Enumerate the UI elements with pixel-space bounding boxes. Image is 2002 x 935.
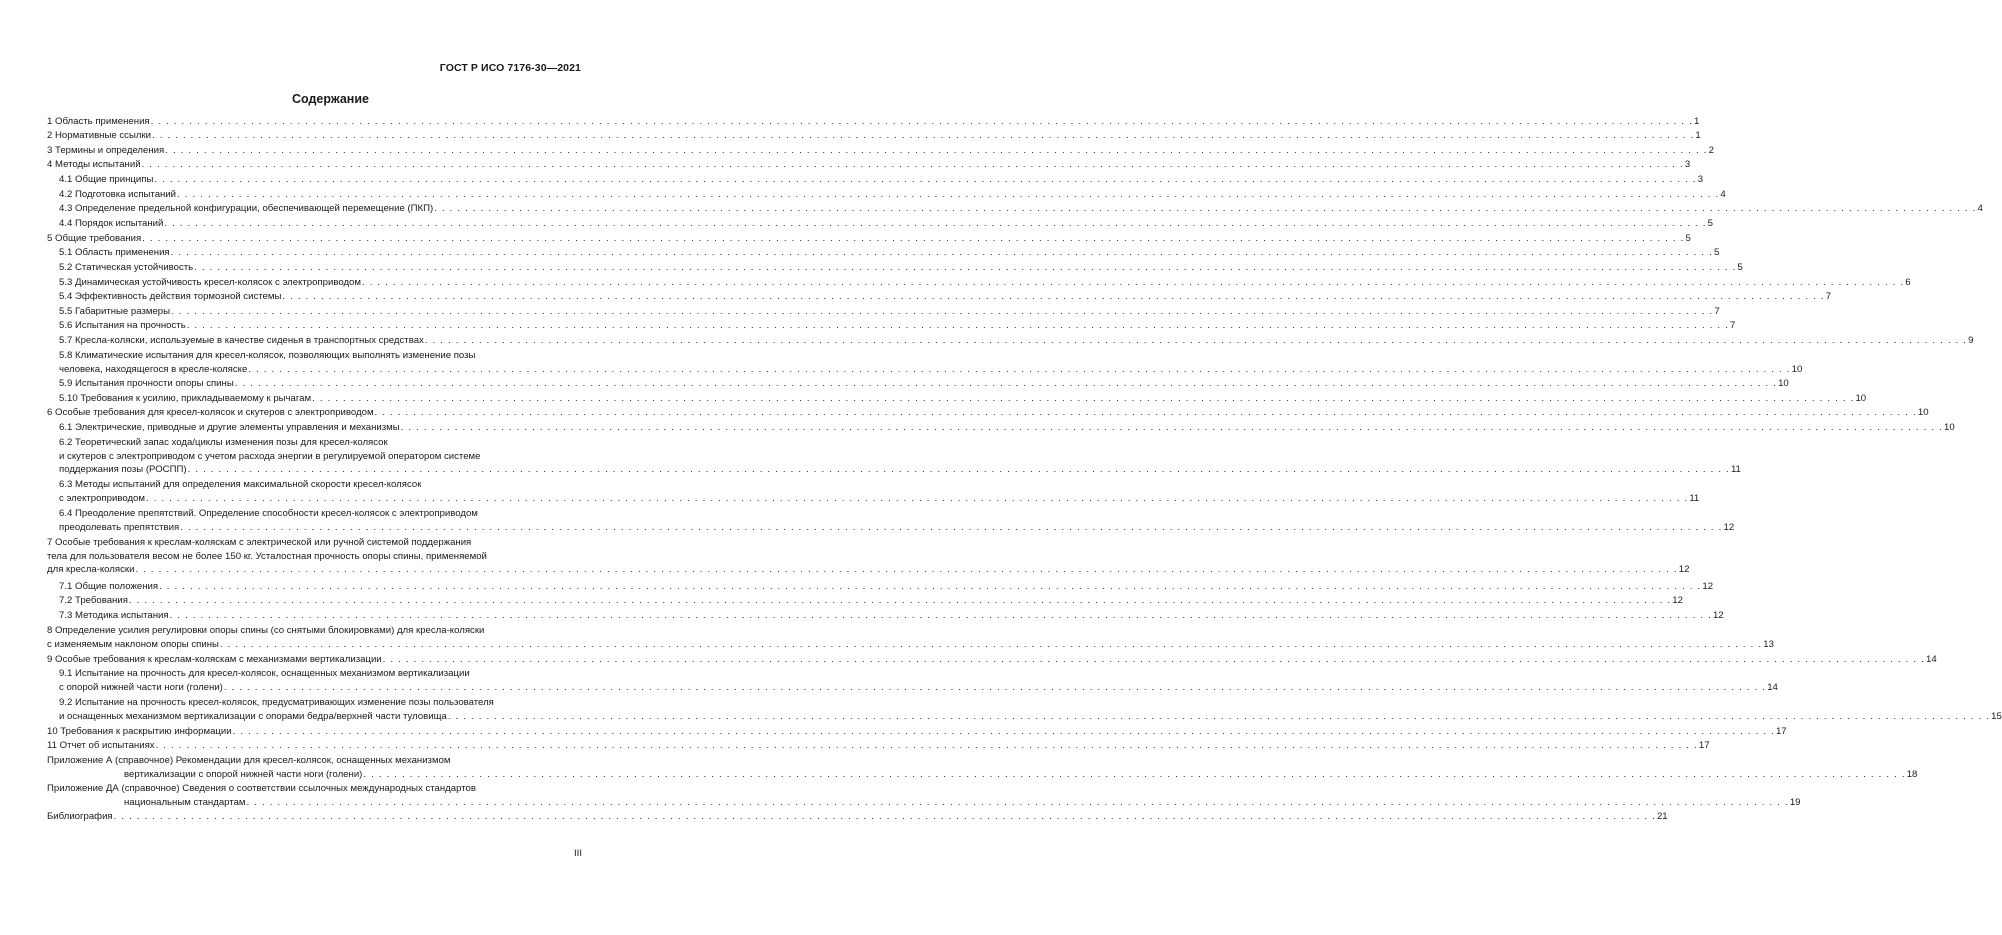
- toc-entry-text: 4 Методы испытаний: [47, 159, 141, 170]
- toc-entry-text: поддержания позы (РОСПП): [59, 464, 187, 476]
- toc-page-number: 4: [1977, 203, 1983, 214]
- toc-entry-text: Приложение А (справочное) Рекомендации для кресел-колясок, оснащенных механизмом: [47, 755, 451, 766]
- toc-entry[interactable]: [47, 115, 1700, 129]
- toc-entry-text: 4.4 Порядок испытаний: [59, 218, 164, 229]
- toc-entry-text: с электроприводом: [59, 492, 145, 504]
- toc-entry[interactable]: [47, 725, 1787, 739]
- toc-entry[interactable]: [59, 594, 1683, 608]
- toc-entry-text: 6.4 Преодоление препятствий. Определение способности кресел-колясок с электроприводом: [59, 508, 478, 519]
- toc-entry-text: 5 Общие требования: [47, 233, 142, 244]
- toc-entry-text: 10 Требования к раскрытию информации: [47, 726, 232, 737]
- toc-entry-text: 9 Особые требования к креслам-коляскам с механизмами вертикализации: [47, 654, 382, 665]
- toc-leader-dots: . . . . . . . . . . . . . . . . . . . . . . . . . . . . . . . . . . . . . . . . . . . . . . . . . . . . . . . . . . . . . . . . . . . . . . . . . . . . . . . . . . . . . . . . . . . . . . . . . . . . . . . . . . . . . . . . . . . . . . . . . . . . . . . . . . . . . . . . . . . . . . . . . . . . . . . . . . . . . . . . . . . . . . . . . . . . . . . . . . . . . . . . . . . . . . . . . . . . . . . .: [424, 335, 1968, 346]
- toc-entry[interactable]: [59, 349, 1803, 376]
- toc-entry-text: тела для пользователя весом не более 150 кг. Усталостная прочность опоры спины, применяемой: [47, 550, 487, 562]
- toc-entry-text: 5.5 Габаритные размеры: [59, 306, 171, 317]
- toc-leader-dots: . . . . . . . . . . . . . . . . . . . . . . . . . . . . . . . . . . . . . . . . . . . . . . . . . . . . . . . . . . . . . . . . . . . . . . . . . . . . . . . . . . . . . . . . . . . . . . . . . . . . . . . . . . . . . . . . . . . . . . . . . . . . . . . . . . . . . . . . . . . . . . . . . . . . . . . . . . . . . . . . . . . . . . . . . . . . . . . . . . . . . . . . . . . . . . . . . . . . . . . .: [169, 610, 1712, 621]
- toc-entry-text: 9.2 Испытание на прочность кресел-колясок, предусматривающих изменение позы пользователя: [59, 697, 494, 708]
- toc-leader-dots: . . . . . . . . . . . . . . . . . . . . . . . . . . . . . . . . . . . . . . . . . . . . . . . . . . . . . . . . . . . . . . . . . . . . . . . . . . . . . . . . . . . . . . . . . . . . . . . . . . . . . . . . . . . . . . . . . . . . . . . . . . . . . . . . . . . . . . . . . . . . . . . . . . . . . . . . . . . . . . . . . . . . . . . . . . . . . . . . . . . . . . . . . . . . . . . . . . . . . . . .: [159, 581, 1702, 592]
- toc-page-number: 7: [1714, 306, 1720, 317]
- toc-entry-text: 1 Область применения: [47, 116, 150, 127]
- toc-entry[interactable]: [59, 246, 1720, 260]
- toc-entry[interactable]: [59, 392, 1867, 406]
- toc-entry-text: и оснащенных механизмом вертикализации с опорами бедра/верхней части туловища: [59, 710, 447, 722]
- toc-leader-dots: . . . . . . . . . . . . . . . . . . . . . . . . . . . . . . . . . . . . . . . . . . . . . . . . . . . . . . . . . . . . . . . . . . . . . . . . . . . . . . . . . . . . . . . . . . . . . . . . . . . . . . . . . . . . . . . . . . . . . . . . . . . . . . . . . . . . . . . . . . . . . . . . . . . . . . . . . . . . . . . . . . . . . . . . . . . . . . . . . . . . . . . . . . . . . . . . . . . . . . . .: [312, 393, 1855, 404]
- toc-page-number: 5: [1737, 262, 1743, 273]
- toc-page-number: 11: [1689, 492, 1700, 504]
- toc-leader-dots: . . . . . . . . . . . . . . . . . . . . . . . . . . . . . . . . . . . . . . . . . . . . . . . . . . . . . . . . . . . . . . . . . . . . . . . . . . . . . . . . . . . . . . . . . . . . . . . . . . . . . . . . . . . . . . . . . . . . . . . . . . . . . . . . . . . . . . . . . . . . . . . . . . . . . . . . . . . . . . . . . . . . . . . . . . . . . . . . . . . . . . . . . . . . . . . . . . . . . . . .: [135, 564, 1678, 576]
- toc-entry[interactable]: [59, 507, 1735, 534]
- toc-entry[interactable]: [59, 173, 1704, 187]
- toc-leader-dots: . . . . . . . . . . . . . . . . . . . . . . . . . . . . . . . . . . . . . . . . . . . . . . . . . . . . . . . . . . . . . . . . . . . . . . . . . . . . . . . . . . . . . . . . . . . . . . . . . . . . . . . . . . . . . . . . . . . . . . . . . . . . . . . . . . . . . . . . . . . . . . . . . . . . . . . . . . . . . . . . . . . . . . . . . . . . . . . . . . . . . . . . . . . . . . . . . . . . . . . .: [170, 247, 1713, 258]
- toc-entry-text: 5.2 Статическая устойчивость: [59, 262, 194, 273]
- toc-leader-dots: . . . . . . . . . . . . . . . . . . . . . . . . . . . . . . . . . . . . . . . . . . . . . . . . . . . . . . . . . . . . . . . . . . . . . . . . . . . . . . . . . . . . . . . . . . . . . . . . . . . . . . . . . . . . . . . . . . . . . . . . . . . . . . . . . . . . . . . . . . . . . . . . . . . . . . . . . . . . . . . . . . . . . . . . . . . . . . . . . . . . . . . . . . . . . . . . . . . . . . . .: [447, 710, 1991, 722]
- toc-entry[interactable]: [59, 334, 1974, 348]
- toc-leader-dots: . . . . . . . . . . . . . . . . . . . . . . . . . . . . . . . . . . . . . . . . . . . . . . . . . . . . . . . . . . . . . . . . . . . . . . . . . . . . . . . . . . . . . . . . . . . . . . . . . . . . . . . . . . . . . . . . . . . . . . . . . . . . . . . . . . . . . . . . . . . . . . . . . . . . . . . . . . . . . . . . . . . . . . . . . . . . . . . . . . . . . . . . . . . . . . . . . . . . . . . .: [113, 811, 1656, 822]
- toc-entry-text: 2 Нормативные ссылки: [47, 130, 152, 141]
- toc-entry[interactable]: [47, 158, 1691, 172]
- toc-entry[interactable]: [59, 276, 1911, 290]
- toc-entry[interactable]: [59, 188, 1726, 202]
- toc-entry-text: 7.3 Методика испытания: [59, 610, 169, 621]
- toc-page-number: 10: [1791, 363, 1803, 375]
- toc-entry[interactable]: [59, 478, 1700, 505]
- toc-page-number: 14: [1767, 681, 1778, 693]
- toc-page-number: 17: [1698, 740, 1710, 751]
- toc-entry-text: 8 Определение усилия регулировки опоры спины (со снятыми блокировками) для кресла-коляски: [47, 625, 485, 636]
- toc-entry-text: 5.9 Испытания прочности опоры спины: [59, 378, 234, 389]
- toc-entry-text: 7.2 Требования: [59, 595, 128, 606]
- toc-page-number: 5: [1707, 218, 1714, 229]
- toc-entry-text: 3 Термины и определения: [47, 145, 165, 156]
- toc-leader-dots: . . . . . . . . . . . . . . . . . . . . . . . . . . . . . . . . . . . . . . . . . . . . . . . . . . . . . . . . . . . . . . . . . . . . . . . . . . . . . . . . . . . . . . . . . . . . . . . . . . . . . . . . . . . . . . . . . . . . . . . . . . . . . . . . . . . . . . . . . . . . . . . . . . . . . . . . . . . . . . . . . . . . . . . . . . . . . . . . . . . . . . . . . . . . . . . . . . . . . . . .: [150, 116, 1693, 127]
- toc-entry[interactable]: [59, 217, 1714, 231]
- toc-entry-text: 11 Отчет об испытаниях: [47, 740, 155, 751]
- toc-page-number: 12: [1678, 564, 1690, 576]
- toc-entry[interactable]: [47, 739, 1710, 753]
- toc-entry-text: 5.6 Испытания на прочность: [59, 320, 186, 331]
- toc-page-number: 10: [1917, 407, 1929, 418]
- toc-entry-text: преодолевать препятствия: [59, 521, 180, 533]
- toc-page-number: 10: [1855, 393, 1867, 404]
- toc-entry[interactable]: [59, 436, 1741, 477]
- toc-entry[interactable]: [47, 810, 1668, 824]
- toc-page-number: 4: [1720, 189, 1726, 200]
- toc-title: Содержание: [291, 92, 369, 106]
- toc-leader-dots: . . . . . . . . . . . . . . . . . . . . . . . . . . . . . . . . . . . . . . . . . . . . . . . . . . . . . . . . . . . . . . . . . . . . . . . . . . . . . . . . . . . . . . . . . . . . . . . . . . . . . . . . . . . . . . . . . . . . . . . . . . . . . . . . . . . . . . . . . . . . . . . . . . . . . . . . . . . . . . . . . . . . . . . . . . . . . . . . . . . . . . . . . . . . . . . . . . . . . . . .: [282, 291, 1825, 302]
- toc-leader-dots: . . . . . . . . . . . . . . . . . . . . . . . . . . . . . . . . . . . . . . . . . . . . . . . . . . . . . . . . . . . . . . . . . . . . . . . . . . . . . . . . . . . . . . . . . . . . . . . . . . . . . . . . . . . . . . . . . . . . . . . . . . . . . . . . . . . . . . . . . . . . . . . . . . . . . . . . . . . . . . . . . . . . . . . . . . . . . . . . . . . . . . . . . . . . . . . . . . . . . . . .: [145, 492, 1689, 504]
- toc-page-number: 18: [1906, 768, 1918, 780]
- toc-page-number: 7: [1825, 291, 1832, 302]
- toc-leader-dots: . . . . . . . . . . . . . . . . . . . . . . . . . . . . . . . . . . . . . . . . . . . . . . . . . . . . . . . . . . . . . . . . . . . . . . . . . . . . . . . . . . . . . . . . . . . . . . . . . . . . . . . . . . . . . . . . . . . . . . . . . . . . . . . . . . . . . . . . . . . . . . . . . . . . . . . . . . . . . . . . . . . . . . . . . . . . . . . . . . . . . . . . . . . . . . . . . . . . . . . .: [374, 407, 1917, 418]
- toc-page-number: 6: [1905, 277, 1911, 288]
- toc-leader-dots: . . . . . . . . . . . . . . . . . . . . . . . . . . . . . . . . . . . . . . . . . . . . . . . . . . . . . . . . . . . . . . . . . . . . . . . . . . . . . . . . . . . . . . . . . . . . . . . . . . . . . . . . . . . . . . . . . . . . . . . . . . . . . . . . . . . . . . . . . . . . . . . . . . . . . . . . . . . . . . . . . . . . . . . . . . . . . . . . . . . . . . . . . . . . . . . . . . . . . . . .: [382, 654, 1925, 665]
- toc-entry-text: 4.3 Определение предельной конфигурации, обеспечивающей перемещение (ПКП): [59, 203, 434, 214]
- toc-leader-dots: . . . . . . . . . . . . . . . . . . . . . . . . . . . . . . . . . . . . . . . . . . . . . . . . . . . . . . . . . . . . . . . . . . . . . . . . . . . . . . . . . . . . . . . . . . . . . . . . . . . . . . . . . . . . . . . . . . . . . . . . . . . . . . . . . . . . . . . . . . . . . . . . . . . . . . . . . . . . . . . . . . . . . . . . . . . . . . . . . . . . . . . . . . . . . . . . . . . . . . . .: [363, 768, 1906, 780]
- toc-entry[interactable]: [59, 202, 1983, 216]
- toc-entry-text: 5.8 Климатические испытания для кресел-колясок, позволяющих выполнять изменение позы: [59, 350, 476, 361]
- toc-leader-dots: . . . . . . . . . . . . . . . . . . . . . . . . . . . . . . . . . . . . . . . . . . . . . . . . . . . . . . . . . . . . . . . . . . . . . . . . . . . . . . . . . . . . . . . . . . . . . . . . . . . . . . . . . . . . . . . . . . . . . . . . . . . . . . . . . . . . . . . . . . . . . . . . . . . . . . . . . . . . . . . . . . . . . . . . . . . . . . . . . . . . . . . . . . . . . . . . . . . . . . . .: [187, 464, 1730, 476]
- toc-entry[interactable]: [59, 421, 1955, 435]
- toc-entry[interactable]: [59, 696, 2002, 723]
- toc-page-number: 10: [1778, 378, 1789, 389]
- toc-entry[interactable]: [59, 319, 1736, 333]
- toc-entry[interactable]: [47, 536, 1690, 577]
- toc-page-number: 1: [1695, 130, 1701, 141]
- toc-page-number: 3: [1684, 159, 1691, 170]
- toc-leader-dots: . . . . . . . . . . . . . . . . . . . . . . . . . . . . . . . . . . . . . . . . . . . . . . . . . . . . . . . . . . . . . . . . . . . . . . . . . . . . . . . . . . . . . . . . . . . . . . . . . . . . . . . . . . . . . . . . . . . . . . . . . . . . . . . . . . . . . . . . . . . . . . . . . . . . . . . . . . . . . . . . . . . . . . . . . . . . . . . . . . . . . . . . . . . . . . . . . . . . . . . .: [361, 277, 1905, 288]
- toc-entry-text: 4.2 Подготовка испытаний: [59, 189, 177, 200]
- toc-page-number: 2: [1708, 145, 1714, 156]
- toc-entry[interactable]: [47, 653, 1937, 667]
- toc-page-number: 14: [1926, 654, 1937, 665]
- toc-entry-text: 7.1 Общие положения: [59, 581, 159, 592]
- toc-page-number: 12: [1712, 610, 1724, 621]
- toc-leader-dots: . . . . . . . . . . . . . . . . . . . . . . . . . . . . . . . . . . . . . . . . . . . . . . . . . . . . . . . . . . . . . . . . . . . . . . . . . . . . . . . . . . . . . . . . . . . . . . . . . . . . . . . . . . . . . . . . . . . . . . . . . . . . . . . . . . . . . . . . . . . . . . . . . . . . . . . . . . . . . . . . . . . . . . . . . . . . . . . . . . . . . . . . . . . . . . . . . . . . . . . .: [219, 638, 1763, 650]
- toc-entry-text: с изменяемым наклоном опоры спины: [47, 638, 219, 650]
- toc-entry-text: Библиография: [47, 811, 113, 822]
- toc-leader-dots: . . . . . . . . . . . . . . . . . . . . . . . . . . . . . . . . . . . . . . . . . . . . . . . . . . . . . . . . . . . . . . . . . . . . . . . . . . . . . . . . . . . . . . . . . . . . . . . . . . . . . . . . . . . . . . . . . . . . . . . . . . . . . . . . . . . . . . . . . . . . . . . . . . . . . . . . . . . . . . . . . . . . . . . . . . . . . . . . . . . . . . . . . . . . . . . . . . . . . . . .: [141, 159, 1684, 170]
- toc-page-number: 3: [1697, 174, 1704, 185]
- toc-page-number: 9: [1968, 335, 1974, 346]
- toc-leader-dots: . . . . . . . . . . . . . . . . . . . . . . . . . . . . . . . . . . . . . . . . . . . . . . . . . . . . . . . . . . . . . . . . . . . . . . . . . . . . . . . . . . . . . . . . . . . . . . . . . . . . . . . . . . . . . . . . . . . . . . . . . . . . . . . . . . . . . . . . . . . . . . . . . . . . . . . . . . . . . . . . . . . . . . . . . . . . . . . . . . . . . . . . . . . . . . . . . . . . . . . .: [434, 203, 1977, 214]
- toc-entry-text: 6 Особые требования для кресел-колясок и скутеров с электроприводом: [47, 407, 374, 418]
- toc-entry-text: для кресла-коляски: [47, 564, 135, 576]
- toc-entry-text: 4.1 Общие принципы: [59, 174, 154, 185]
- toc-leader-dots: . . . . . . . . . . . . . . . . . . . . . . . . . . . . . . . . . . . . . . . . . . . . . . . . . . . . . . . . . . . . . . . . . . . . . . . . . . . . . . . . . . . . . . . . . . . . . . . . . . . . . . . . . . . . . . . . . . . . . . . . . . . . . . . . . . . . . . . . . . . . . . . . . . . . . . . . . . . . . . . . . . . . . . . . . . . . . . . . . . . . . . . . . . . . . . . . . . . . . . . .: [142, 233, 1685, 244]
- toc-leader-dots: . . . . . . . . . . . . . . . . . . . . . . . . . . . . . . . . . . . . . . . . . . . . . . . . . . . . . . . . . . . . . . . . . . . . . . . . . . . . . . . . . . . . . . . . . . . . . . . . . . . . . . . . . . . . . . . . . . . . . . . . . . . . . . . . . . . . . . . . . . . . . . . . . . . . . . . . . . . . . . . . . . . . . . . . . . . . . . . . . . . . . . . . . . . . . . . . . . . . . . . .: [171, 306, 1714, 317]
- toc-entry[interactable]: [47, 232, 1691, 246]
- toc-entry-text: 5.3 Динамическая устойчивость кресел-колясок с электроприводом: [59, 277, 361, 288]
- toc-leader-dots: . . . . . . . . . . . . . . . . . . . . . . . . . . . . . . . . . . . . . . . . . . . . . . . . . . . . . . . . . . . . . . . . . . . . . . . . . . . . . . . . . . . . . . . . . . . . . . . . . . . . . . . . . . . . . . . . . . . . . . . . . . . . . . . . . . . . . . . . . . . . . . . . . . . . . . . . . . . . . . . . . . . . . . . . . . . . . . . . . . . . . . . . . . . . . . . . . . . . . . . .: [165, 145, 1708, 156]
- toc-leader-dots: . . . . . . . . . . . . . . . . . . . . . . . . . . . . . . . . . . . . . . . . . . . . . . . . . . . . . . . . . . . . . . . . . . . . . . . . . . . . . . . . . . . . . . . . . . . . . . . . . . . . . . . . . . . . . . . . . . . . . . . . . . . . . . . . . . . . . . . . . . . . . . . . . . . . . . . . . . . . . . . . . . . . . . . . . . . . . . . . . . . . . . . . . . . . . . . . . . . . . . . .: [186, 320, 1730, 331]
- toc-entry[interactable]: [59, 305, 1720, 319]
- toc-leader-dots: . . . . . . . . . . . . . . . . . . . . . . . . . . . . . . . . . . . . . . . . . . . . . . . . . . . . . . . . . . . . . . . . . . . . . . . . . . . . . . . . . . . . . . . . . . . . . . . . . . . . . . . . . . . . . . . . . . . . . . . . . . . . . . . . . . . . . . . . . . . . . . . . . . . . . . . . . . . . . . . . . . . . . . . . . . . . . . . . . . . . . . . . . . . . . . . . . . . . . . . .: [128, 595, 1672, 606]
- toc-entry-text: вертикализации с опорой нижней части ноги (голени): [124, 768, 363, 780]
- toc-page-number: 5: [1713, 247, 1720, 258]
- toc-leader-dots: . . . . . . . . . . . . . . . . . . . . . . . . . . . . . . . . . . . . . . . . . . . . . . . . . . . . . . . . . . . . . . . . . . . . . . . . . . . . . . . . . . . . . . . . . . . . . . . . . . . . . . . . . . . . . . . . . . . . . . . . . . . . . . . . . . . . . . . . . . . . . . . . . . . . . . . . . . . . . . . . . . . . . . . . . . . . . . . . . . . . . . . . . . . . . . . . . . . . . . . .: [234, 378, 1778, 389]
- toc-leader-dots: . . . . . . . . . . . . . . . . . . . . . . . . . . . . . . . . . . . . . . . . . . . . . . . . . . . . . . . . . . . . . . . . . . . . . . . . . . . . . . . . . . . . . . . . . . . . . . . . . . . . . . . . . . . . . . . . . . . . . . . . . . . . . . . . . . . . . . . . . . . . . . . . . . . . . . . . . . . . . . . . . . . . . . . . . . . . . . . . . . . . . . . . . . . . . . . . . . . . . . . .: [164, 218, 1707, 229]
- toc-page-number: 1: [1693, 116, 1700, 127]
- toc-leader-dots: . . . . . . . . . . . . . . . . . . . . . . . . . . . . . . . . . . . . . . . . . . . . . . . . . . . . . . . . . . . . . . . . . . . . . . . . . . . . . . . . . . . . . . . . . . . . . . . . . . . . . . . . . . . . . . . . . . . . . . . . . . . . . . . . . . . . . . . . . . . . . . . . . . . . . . . . . . . . . . . . . . . . . . . . . . . . . . . . . . . . . . . . . . . . . . . . . . . . . . . .: [177, 189, 1720, 200]
- toc-page-number: 12: [1672, 595, 1683, 606]
- toc-leader-dots: . . . . . . . . . . . . . . . . . . . . . . . . . . . . . . . . . . . . . . . . . . . . . . . . . . . . . . . . . . . . . . . . . . . . . . . . . . . . . . . . . . . . . . . . . . . . . . . . . . . . . . . . . . . . . . . . . . . . . . . . . . . . . . . . . . . . . . . . . . . . . . . . . . . . . . . . . . . . . . . . . . . . . . . . . . . . . . . . . . . . . . . . . . . . . . . . . . . . . . . .: [400, 422, 1943, 433]
- toc-leader-dots: . . . . . . . . . . . . . . . . . . . . . . . . . . . . . . . . . . . . . . . . . . . . . . . . . . . . . . . . . . . . . . . . . . . . . . . . . . . . . . . . . . . . . . . . . . . . . . . . . . . . . . . . . . . . . . . . . . . . . . . . . . . . . . . . . . . . . . . . . . . . . . . . . . . . . . . . . . . . . . . . . . . . . . . . . . . . . . . . . . . . . . . . . . . . . . . . . . . . . . . .: [246, 796, 1789, 808]
- toc-entry[interactable]: [47, 406, 1929, 420]
- toc-entry[interactable]: [59, 609, 1724, 623]
- toc-entry[interactable]: [47, 624, 1774, 651]
- toc-entry-text: Приложение ДА (справочное) Сведения о соответствии ссылочных международных стандартов: [47, 783, 476, 794]
- toc-entry-text: 5.1 Область применения: [59, 247, 170, 258]
- toc-entry-text: с опорой нижней части ноги (голени): [59, 681, 223, 693]
- toc-entry[interactable]: [59, 377, 1789, 391]
- toc-page-number: 12: [1702, 581, 1714, 592]
- toc-page-number: 15: [1991, 710, 2002, 722]
- toc-leader-dots: . . . . . . . . . . . . . . . . . . . . . . . . . . . . . . . . . . . . . . . . . . . . . . . . . . . . . . . . . . . . . . . . . . . . . . . . . . . . . . . . . . . . . . . . . . . . . . . . . . . . . . . . . . . . . . . . . . . . . . . . . . . . . . . . . . . . . . . . . . . . . . . . . . . . . . . . . . . . . . . . . . . . . . . . . . . . . . . . . . . . . . . . . . . . . . . . . . . . . . . .: [152, 130, 1695, 141]
- toc-page-number: 19: [1789, 796, 1801, 808]
- toc-entry-text: 6.3 Методы испытаний для определения максимальной скорости кресел-колясок: [59, 479, 422, 490]
- toc-entry-text: 5.4 Эффективность действия тормозной системы: [59, 291, 282, 302]
- toc-entry[interactable]: [47, 129, 1701, 143]
- toc-page-number: 10: [1944, 422, 1955, 433]
- toc-entry-text: 7 Особые требования к креслам-коляскам с электрической или ручной системой поддержания: [47, 537, 472, 548]
- page-number: III: [574, 848, 582, 859]
- toc-entry-text: и скутеров с электроприводом с учетом расхода энергии в регулируемой оператором системе: [59, 450, 481, 462]
- toc-leader-dots: . . . . . . . . . . . . . . . . . . . . . . . . . . . . . . . . . . . . . . . . . . . . . . . . . . . . . . . . . . . . . . . . . . . . . . . . . . . . . . . . . . . . . . . . . . . . . . . . . . . . . . . . . . . . . . . . . . . . . . . . . . . . . . . . . . . . . . . . . . . . . . . . . . . . . . . . . . . . . . . . . . . . . . . . . . . . . . . . . . . . . . . . . . . . . . . . . . . . . . . .: [194, 262, 1737, 273]
- toc-entry-text: национальным стандартам: [124, 796, 246, 808]
- toc-entry[interactable]: [47, 144, 1714, 158]
- document-code: ГОСТ Р ИСО 7176-30—2021: [439, 62, 581, 74]
- toc-page-number: 21: [1656, 811, 1668, 822]
- toc-entry-text: 5.10 Требования к усилию, прикладываемому к рычагам: [59, 393, 312, 404]
- toc-page-number: 12: [1723, 521, 1735, 533]
- toc-leader-dots: . . . . . . . . . . . . . . . . . . . . . . . . . . . . . . . . . . . . . . . . . . . . . . . . . . . . . . . . . . . . . . . . . . . . . . . . . . . . . . . . . . . . . . . . . . . . . . . . . . . . . . . . . . . . . . . . . . . . . . . . . . . . . . . . . . . . . . . . . . . . . . . . . . . . . . . . . . . . . . . . . . . . . . . . . . . . . . . . . . . . . . . . . . . . . . . . . . . . . . . .: [180, 521, 1723, 533]
- toc-leader-dots: . . . . . . . . . . . . . . . . . . . . . . . . . . . . . . . . . . . . . . . . . . . . . . . . . . . . . . . . . . . . . . . . . . . . . . . . . . . . . . . . . . . . . . . . . . . . . . . . . . . . . . . . . . . . . . . . . . . . . . . . . . . . . . . . . . . . . . . . . . . . . . . . . . . . . . . . . . . . . . . . . . . . . . . . . . . . . . . . . . . . . . . . . . . . . . . . . . . . . . . .: [154, 174, 1697, 185]
- toc-page-number: 5: [1685, 233, 1691, 244]
- toc-leader-dots: . . . . . . . . . . . . . . . . . . . . . . . . . . . . . . . . . . . . . . . . . . . . . . . . . . . . . . . . . . . . . . . . . . . . . . . . . . . . . . . . . . . . . . . . . . . . . . . . . . . . . . . . . . . . . . . . . . . . . . . . . . . . . . . . . . . . . . . . . . . . . . . . . . . . . . . . . . . . . . . . . . . . . . . . . . . . . . . . . . . . . . . . . . . . . . . . . . . . . . . .: [223, 681, 1767, 693]
- toc-entry[interactable]: [59, 580, 1714, 594]
- toc-entry[interactable]: [47, 754, 1918, 781]
- toc-page-number: 11: [1730, 464, 1741, 476]
- toc-entry-text: человека, находящегося в кресле-коляске: [59, 363, 248, 375]
- toc-entry[interactable]: [59, 261, 1743, 275]
- toc-entry-text: 5.7 Кресла-коляски, используемые в качестве сиденья в транспортных средствах: [59, 335, 424, 346]
- toc-entry-text: 6.1 Электрические, приводные и другие элементы управления и механизмы: [59, 422, 400, 433]
- toc-entry-text: 9.1 Испытание на прочность для кресел-колясок, оснащенных механизмом вертикализации: [59, 668, 470, 679]
- toc-page-number: 7: [1730, 320, 1736, 331]
- toc-page-number: 13: [1763, 638, 1774, 650]
- toc-entry[interactable]: [59, 667, 1778, 694]
- toc-leader-dots: . . . . . . . . . . . . . . . . . . . . . . . . . . . . . . . . . . . . . . . . . . . . . . . . . . . . . . . . . . . . . . . . . . . . . . . . . . . . . . . . . . . . . . . . . . . . . . . . . . . . . . . . . . . . . . . . . . . . . . . . . . . . . . . . . . . . . . . . . . . . . . . . . . . . . . . . . . . . . . . . . . . . . . . . . . . . . . . . . . . . . . . . . . . . . . . . . . . . . . . .: [248, 363, 1791, 375]
- toc-entry[interactable]: [59, 290, 1832, 304]
- toc-entry[interactable]: [47, 782, 1801, 809]
- toc-leader-dots: . . . . . . . . . . . . . . . . . . . . . . . . . . . . . . . . . . . . . . . . . . . . . . . . . . . . . . . . . . . . . . . . . . . . . . . . . . . . . . . . . . . . . . . . . . . . . . . . . . . . . . . . . . . . . . . . . . . . . . . . . . . . . . . . . . . . . . . . . . . . . . . . . . . . . . . . . . . . . . . . . . . . . . . . . . . . . . . . . . . . . . . . . . . . . . . . . . . . . . . .: [232, 726, 1775, 737]
- toc-entry-text: 6.2 Теоретический запас хода/циклы изменения позы для кресел-колясок: [59, 437, 388, 448]
- toc-leader-dots: . . . . . . . . . . . . . . . . . . . . . . . . . . . . . . . . . . . . . . . . . . . . . . . . . . . . . . . . . . . . . . . . . . . . . . . . . . . . . . . . . . . . . . . . . . . . . . . . . . . . . . . . . . . . . . . . . . . . . . . . . . . . . . . . . . . . . . . . . . . . . . . . . . . . . . . . . . . . . . . . . . . . . . . . . . . . . . . . . . . . . . . . . . . . . . . . . . . . . . . .: [155, 740, 1698, 751]
- toc-page-number: 17: [1775, 726, 1787, 737]
